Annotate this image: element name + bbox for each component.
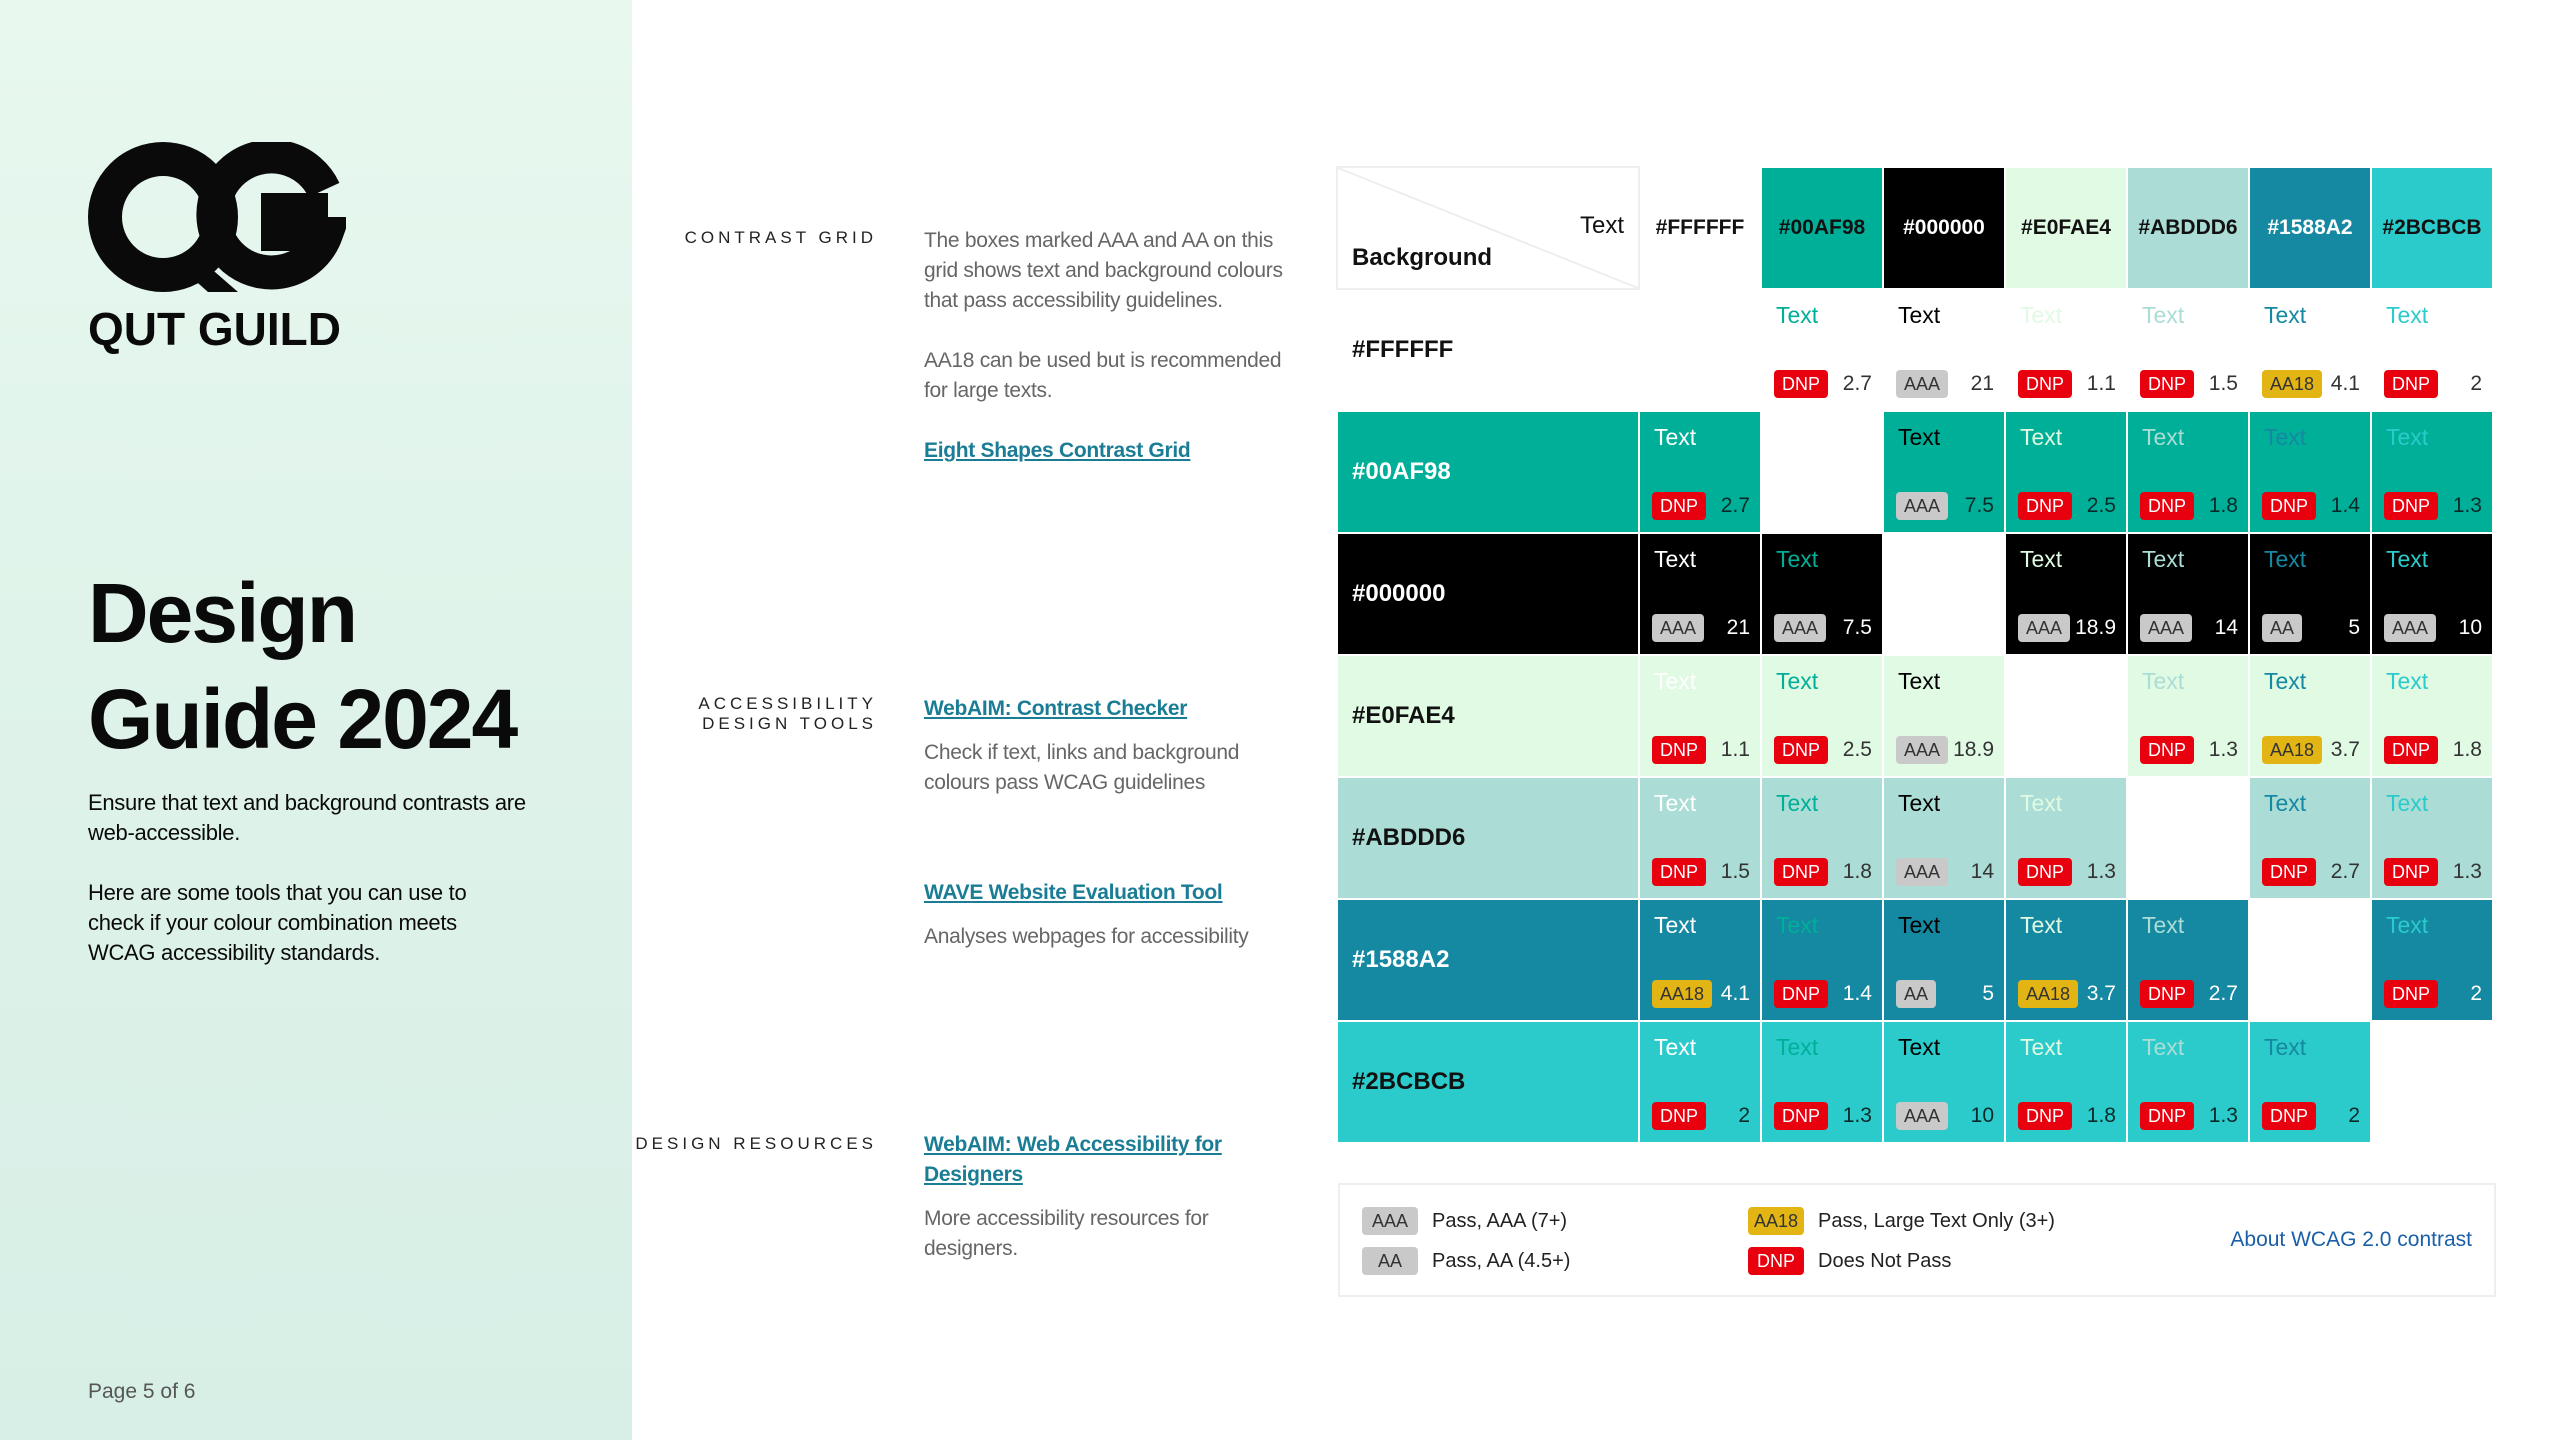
grid-cell — [2249, 533, 2371, 655]
sample-text: Text — [1776, 1034, 1819, 1060]
sample-text: Text — [2142, 302, 2185, 328]
rating — [2140, 614, 2238, 642]
rating — [2140, 1102, 2238, 1130]
contrast-ratio: 3.7 — [2330, 738, 2360, 761]
rating — [1774, 980, 1872, 1008]
column-header: #000000 — [1883, 167, 2005, 289]
rating — [2140, 370, 2238, 398]
rating-badge: DNP — [2140, 736, 2194, 764]
rating-badge: DNP — [2018, 370, 2072, 398]
legend-dnp — [1748, 1247, 1951, 1277]
grid-cell — [1883, 899, 2005, 1021]
legend-dnp-badge: DNP — [1748, 1247, 1804, 1275]
row-header: #000000 — [1337, 533, 1639, 655]
rating — [1896, 370, 1994, 398]
contrast-ratio: 1.8 — [2208, 494, 2238, 517]
accessibility-tools-label — [698, 694, 877, 734]
grid-cell — [1761, 533, 1883, 655]
rating — [2262, 370, 2360, 398]
rating-badge: AA — [1896, 980, 1936, 1008]
eight-shapes-link[interactable]: Eight Shapes Contrast Grid — [924, 439, 1191, 462]
tools-label-line-1: ACCESSIBILITY — [698, 694, 877, 713]
grid-cell — [1883, 777, 2005, 899]
grid-cell — [1883, 533, 2005, 655]
contrast-ratio: 1.4 — [1842, 982, 1872, 1005]
sample-text: Text — [2264, 546, 2307, 572]
rating — [2140, 980, 2238, 1008]
sample-text: Text — [1654, 424, 1697, 450]
rating — [2140, 492, 2238, 520]
contrast-ratio: 2.7 — [2208, 982, 2238, 1005]
grid-row — [1337, 777, 2493, 899]
sample-text: Text — [2020, 1034, 2063, 1060]
contrast-ratio: 2 — [2348, 1104, 2360, 1127]
contrast-ratio: 2 — [2470, 982, 2482, 1005]
contrast-ratio: 10 — [2458, 616, 2482, 639]
rating — [2384, 370, 2482, 398]
qg-logo-mark-icon — [88, 142, 346, 292]
rating-badge: DNP — [2262, 858, 2316, 886]
contrast-ratio: 4.1 — [2330, 372, 2360, 395]
rating-badge: DNP — [2262, 492, 2316, 520]
rating — [2384, 980, 2482, 1008]
rating-badge: DNP — [1652, 736, 1706, 764]
grid-cell — [1883, 655, 2005, 777]
rating — [2018, 858, 2116, 886]
row-header: #ABDDD6 — [1337, 777, 1639, 899]
sample-text: Text — [2020, 790, 2063, 816]
contrast-legend — [1338, 1183, 2496, 1297]
rating-badge: AA — [2262, 614, 2302, 642]
sample-text: Text — [1654, 790, 1697, 816]
page-number: Page 5 of 6 — [88, 1380, 196, 1403]
grid-cell — [1761, 777, 1883, 899]
sample-text: Text — [1898, 912, 1941, 938]
column-header: #1588A2 — [2249, 167, 2371, 289]
rating — [2384, 492, 2482, 520]
contrast-ratio: 21 — [1970, 372, 1994, 395]
rating — [1896, 980, 1994, 1008]
rating-badge: DNP — [2018, 1102, 2072, 1130]
rating-badge: DNP — [2140, 980, 2194, 1008]
rating-badge: AA18 — [2262, 370, 2322, 398]
grid-cell — [2371, 777, 2493, 899]
contrast-grid-paragraph-2: AA18 can be used but is recommended for large texts. — [924, 349, 1282, 402]
grid-cell — [2005, 289, 2127, 411]
sample-text: Text — [2386, 912, 2429, 938]
sample-text: Text — [1654, 1034, 1697, 1060]
grid-cell — [2127, 533, 2249, 655]
contrast-ratio: 1.1 — [1720, 738, 1750, 761]
sample-text: Text — [1898, 1034, 1941, 1060]
sample-text: Text — [2386, 546, 2429, 572]
grid-row — [1337, 289, 2493, 411]
rating-badge: AAA — [1896, 370, 1948, 398]
rating — [1896, 858, 1994, 886]
rating — [1652, 980, 1750, 1008]
rating — [2384, 614, 2482, 642]
rating-badge: DNP — [1774, 980, 1828, 1008]
contrast-ratio: 7.5 — [1964, 494, 1994, 517]
sample-text: Text — [2020, 302, 2063, 328]
sample-text: Text — [2264, 302, 2307, 328]
legend-aa18 — [1748, 1207, 2055, 1237]
sample-text: Text — [2386, 424, 2429, 450]
rating — [1652, 736, 1750, 764]
sample-text: Text — [2020, 424, 2063, 450]
column-header: #FFFFFF — [1639, 167, 1761, 289]
contrast-ratio: 10 — [1970, 1104, 1994, 1127]
grid-cell — [2005, 1021, 2127, 1143]
rating-badge: DNP — [2384, 736, 2438, 764]
column-header: #ABDDD6 — [2127, 167, 2249, 289]
sample-text: Text — [1654, 546, 1697, 572]
grid-cell — [2249, 655, 2371, 777]
wave-tool-description: Analyses webpages for accessibility — [924, 925, 1249, 948]
corner-background-label: Background — [1352, 244, 1493, 271]
rating-badge: AAA — [2140, 614, 2192, 642]
grid-cell — [1639, 411, 1761, 533]
rating — [1774, 614, 1872, 642]
rating-badge: DNP — [2384, 492, 2438, 520]
contrast-ratio: 2 — [1738, 1104, 1750, 1127]
grid-cell — [2127, 655, 2249, 777]
rating-badge: DNP — [1652, 858, 1706, 886]
sample-text: Text — [2386, 668, 2429, 694]
contrast-ratio: 2.7 — [1720, 494, 1750, 517]
contrast-ratio: 1.3 — [2452, 860, 2482, 883]
column-header: #E0FAE4 — [2005, 167, 2127, 289]
grid-cell — [2127, 411, 2249, 533]
rating — [2018, 614, 2116, 642]
rating-badge: DNP — [2140, 1102, 2194, 1130]
row-header: #E0FAE4 — [1337, 655, 1639, 777]
grid-row — [1337, 411, 2493, 533]
rating-badge: DNP — [2018, 492, 2072, 520]
rating — [2384, 858, 2482, 886]
design-resources-body — [924, 1130, 1224, 1264]
legend-aa18-badge: AA18 — [1748, 1207, 1804, 1235]
rating — [1896, 492, 1994, 520]
contrast-ratio: 7.5 — [1842, 616, 1872, 639]
grid-cell — [2249, 289, 2371, 411]
rating-badge: AA18 — [2262, 736, 2322, 764]
rating-badge: DNP — [2140, 370, 2194, 398]
grid-cell — [2127, 777, 2249, 899]
sample-text: Text — [2386, 790, 2429, 816]
legend-aa-badge: AA — [1362, 1247, 1418, 1275]
sample-text: Text — [2020, 546, 2063, 572]
rating-badge: AA18 — [1652, 980, 1712, 1008]
contrast-ratio: 4.1 — [1720, 982, 1750, 1005]
grid-cell — [1883, 1021, 2005, 1143]
row-header: #2BCBCB — [1337, 1021, 1639, 1143]
grid-cell — [2127, 1021, 2249, 1143]
contrast-ratio: 1.5 — [1720, 860, 1750, 883]
grid-row — [1337, 533, 2493, 655]
grid-cell — [1639, 655, 1761, 777]
sample-text: Text — [1776, 302, 1819, 328]
sample-text: Text — [1898, 424, 1941, 450]
sample-text: Text — [2142, 1034, 2185, 1060]
grid-cell — [2371, 411, 2493, 533]
contrast-ratio: 14 — [1970, 860, 1994, 883]
rating-badge: AAA — [1774, 614, 1826, 642]
rating-badge: AAA — [2384, 614, 2436, 642]
corner-text-label: Text — [1579, 212, 1624, 239]
rating — [1652, 614, 1750, 642]
rating-badge: AA18 — [2018, 980, 2078, 1008]
contrast-ratio: 21 — [1726, 616, 1750, 639]
grid-cell — [2371, 289, 2493, 411]
grid-cell — [1761, 655, 1883, 777]
sample-text: Text — [1898, 790, 1941, 816]
contrast-ratio: 1.8 — [2452, 738, 2482, 761]
design-resources-description: More accessibility resources for designers. — [924, 1207, 1209, 1260]
rating-badge: DNP — [1774, 1102, 1828, 1130]
grid-cell — [1883, 411, 2005, 533]
contrast-ratio: 1.8 — [1842, 860, 1872, 883]
legend-aa — [1362, 1247, 1570, 1277]
rating-badge: DNP — [1774, 370, 1828, 398]
contrast-ratio: 2.7 — [1842, 372, 1872, 395]
rating — [2140, 736, 2238, 764]
grid-cell — [2371, 533, 2493, 655]
column-header: #00AF98 — [1761, 167, 1883, 289]
rating-badge: DNP — [2384, 370, 2438, 398]
grid-cell — [2371, 899, 2493, 1021]
rating — [1896, 736, 1994, 764]
grid-cell — [1639, 289, 1761, 411]
contrast-ratio: 5 — [1982, 982, 1994, 1005]
rating — [1652, 492, 1750, 520]
grid-cell — [1761, 411, 1883, 533]
contrast-ratio: 1.3 — [2452, 494, 2482, 517]
grid-corner-cell — [1337, 167, 1639, 289]
contrast-grid-body — [924, 226, 1294, 466]
sample-text: Text — [2142, 546, 2185, 572]
sample-text: Text — [2386, 302, 2429, 328]
contrast-ratio: 1.3 — [2086, 860, 2116, 883]
rating — [2262, 614, 2360, 642]
grid-cell — [2371, 655, 2493, 777]
grid-cell — [1639, 899, 1761, 1021]
contrast-ratio: 1.3 — [2208, 1104, 2238, 1127]
grid-cell — [2249, 1021, 2371, 1143]
webaim-designers-link[interactable]: WebAIM: Web Accessibility for Designers — [924, 1133, 1222, 1186]
row-header: #00AF98 — [1337, 411, 1639, 533]
rating-badge: DNP — [2140, 492, 2194, 520]
left-panel — [0, 0, 632, 1440]
page-title — [88, 560, 608, 772]
rating — [2262, 1102, 2360, 1130]
sample-text: Text — [1776, 790, 1819, 816]
grid-row — [1337, 1021, 2493, 1143]
sample-text: Text — [2142, 912, 2185, 938]
grid-cell — [2005, 899, 2127, 1021]
sample-text: Text — [2142, 668, 2185, 694]
legend-dnp-label: Does Not Pass — [1818, 1250, 1952, 1272]
grid-cell — [1639, 777, 1761, 899]
grid-cell — [2005, 411, 2127, 533]
contrast-ratio: 1.8 — [2086, 1104, 2116, 1127]
rating-badge: AAA — [1896, 492, 1948, 520]
contrast-ratio: 1.5 — [2208, 372, 2238, 395]
legend-aaa-badge: AAA — [1362, 1207, 1418, 1235]
wave-tool-body — [924, 878, 1294, 952]
grid-cell — [2005, 533, 2127, 655]
contrast-ratio: 2.7 — [2330, 860, 2360, 883]
rating-badge: DNP — [2384, 858, 2438, 886]
contrast-ratio: 1.3 — [1842, 1104, 1872, 1127]
grid-row — [1337, 655, 2493, 777]
contrast-ratio: 14 — [2214, 616, 2238, 639]
rating — [2018, 370, 2116, 398]
rating — [1774, 736, 1872, 764]
row-header: #FFFFFF — [1337, 289, 1639, 411]
contrast-ratio: 18.9 — [1953, 738, 1994, 761]
sample-text: Text — [1898, 668, 1941, 694]
sample-text: Text — [1654, 912, 1697, 938]
contrast-ratio: 3.7 — [2086, 982, 2116, 1005]
grid-cell — [1639, 1021, 1761, 1143]
sample-text: Text — [2264, 1034, 2307, 1060]
contrast-checker-description: Check if text, links and background colours pass WCAG guidelines — [924, 741, 1240, 794]
grid-cell — [2005, 777, 2127, 899]
contrast-grid-label: CONTRAST GRID — [684, 228, 877, 247]
contrast-ratio: 18.9 — [2075, 616, 2116, 639]
sample-text: Text — [1898, 302, 1941, 328]
contrast-grid-paragraph-1: The boxes marked AAA and AA on this grid shows text and background colours that pass accessibility guidelines. — [924, 229, 1283, 312]
rating — [2018, 980, 2116, 1008]
row-header: #1588A2 — [1337, 899, 1639, 1021]
grid-cell — [1761, 899, 1883, 1021]
legend-aa-label: Pass, AA (4.5+) — [1432, 1250, 1571, 1272]
grid-cell — [2005, 655, 2127, 777]
grid-cell — [2249, 777, 2371, 899]
sample-text: Text — [2020, 912, 2063, 938]
rating-badge: DNP — [2262, 1102, 2316, 1130]
contrast-ratio: 1.4 — [2330, 494, 2360, 517]
rating — [2262, 492, 2360, 520]
rating-badge: DNP — [1774, 736, 1828, 764]
sample-text: Text — [1776, 668, 1819, 694]
grid-cell — [2127, 289, 2249, 411]
rating-badge: AAA — [1896, 1102, 1948, 1130]
rating-badge: DNP — [2018, 858, 2072, 886]
rating — [2262, 736, 2360, 764]
sample-text: Text — [2264, 668, 2307, 694]
intro-text — [88, 788, 528, 968]
rating-badge: AAA — [1652, 614, 1704, 642]
design-resources-label: DESIGN RESOURCES — [635, 1134, 877, 1153]
rating — [2262, 858, 2360, 886]
rating — [1774, 1102, 1872, 1130]
sample-text: Text — [2264, 790, 2307, 816]
contrast-ratio: 1.3 — [2208, 738, 2238, 761]
sample-text: Text — [2142, 424, 2185, 450]
rating — [1774, 858, 1872, 886]
contrast-grid-table — [1336, 166, 2494, 1144]
rating — [2018, 1102, 2116, 1130]
legend-aaa — [1362, 1207, 1567, 1237]
contrast-ratio: 5 — [2348, 616, 2360, 639]
legend-aa18-label: Pass, Large Text Only (3+) — [1818, 1210, 2055, 1232]
grid-cell — [2371, 1021, 2493, 1143]
grid-cell — [1639, 533, 1761, 655]
contrast-ratio: 2 — [2470, 372, 2482, 395]
sample-text: Text — [1776, 912, 1819, 938]
rating-badge: DNP — [1652, 1102, 1706, 1130]
rating — [1774, 370, 1872, 398]
title-line-1: Design — [88, 566, 357, 660]
about-wcag-link[interactable]: About WCAG 2.0 contrast — [2230, 1228, 2472, 1251]
grid-cell — [2127, 899, 2249, 1021]
sample-text: Text — [2264, 424, 2307, 450]
intro-paragraph-1: Ensure that text and background contrasts are web-accessible. — [88, 790, 526, 845]
rating-badge: DNP — [2384, 980, 2438, 1008]
legend-aaa-label: Pass, AAA (7+) — [1432, 1210, 1568, 1232]
rating-badge: AAA — [2018, 614, 2070, 642]
intro-paragraph-2: Here are some tools that you can use to check if your colour combination meets WCAG accessibility standards. — [88, 880, 467, 965]
grid-cell — [1883, 289, 2005, 411]
sample-text: Text — [1654, 668, 1697, 694]
contrast-ratio: 2.5 — [1842, 738, 1872, 761]
contrast-ratio: 1.1 — [2086, 372, 2116, 395]
rating — [2384, 736, 2482, 764]
rating-badge: DNP — [1652, 492, 1706, 520]
grid-cell — [2249, 899, 2371, 1021]
grid-row — [1337, 899, 2493, 1021]
rating-badge: AAA — [1896, 736, 1948, 764]
title-line-2: Guide 2024 — [88, 672, 517, 766]
logo-text: QUT GUILD — [88, 303, 341, 355]
rating — [1896, 1102, 1994, 1130]
rating — [2018, 492, 2116, 520]
rating-badge: DNP — [1774, 858, 1828, 886]
tools-label-line-2: DESIGN TOOLS — [702, 714, 877, 733]
grid-cell — [1761, 289, 1883, 411]
wave-tool-link[interactable]: WAVE Website Evaluation Tool — [924, 881, 1223, 904]
qut-guild-logo — [88, 142, 346, 355]
column-header: #2BCBCB — [2371, 167, 2493, 289]
grid-cell — [2249, 411, 2371, 533]
accessibility-tools-body — [924, 694, 1294, 798]
rating — [1652, 1102, 1750, 1130]
rating — [1652, 858, 1750, 886]
contrast-ratio: 2.5 — [2086, 494, 2116, 517]
sample-text: Text — [1776, 546, 1819, 572]
rating-badge: AAA — [1896, 858, 1948, 886]
webaim-contrast-checker-link[interactable]: WebAIM: Contrast Checker — [924, 697, 1188, 720]
grid-cell — [1761, 1021, 1883, 1143]
